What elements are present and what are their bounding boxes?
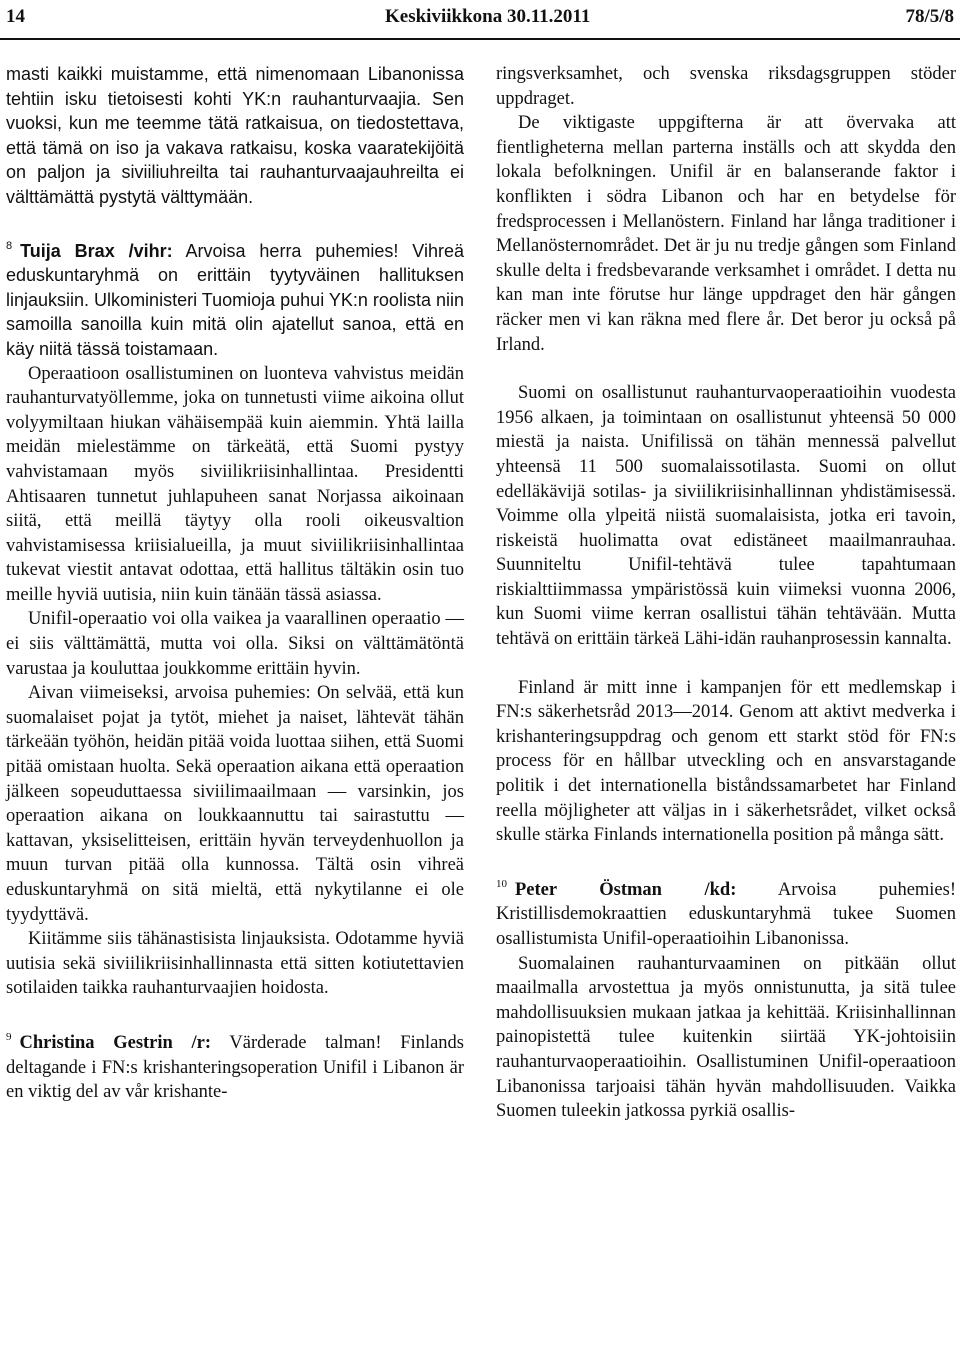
speaker-name: Peter Östman /kd: bbox=[515, 879, 737, 900]
speech-text: Kristillisdemokraattien eduskuntaryhmä tukee Suomen osallistumista Unifil-operaatioihin Libanonissa. bbox=[496, 904, 956, 949]
speech-christina-gestrin bbox=[6, 1025, 464, 1105]
speaker-name: Tuija Brax /vihr: bbox=[20, 240, 173, 261]
paragraph: Aivan viimeiseksi, arvoisa puhemies: On selvää, että kun suomalaiset pojat ja tytöt, miehet ja naiset, lähtevät tähän tärkeään työhön, heidän pitää voida luottaa siihen, että Suomi pitää omistaan huolta. Sekä operaation aikana että operaation jälkeen sopeuduttaessa siviilimaailmaan — varsinkin, jos operaation aikana on loukkaannuttu tai sairastuttu — kattavan, yksiselitteisen, erittäin hyvän terveydenhuollon ja muun turvan pitää olla kunnossa. Tältä osin vihreä eduskuntaryhmä on sitä mieltä, että nykytilanne ei ole tyydyttävä. bbox=[6, 683, 464, 925]
page-header bbox=[0, 0, 960, 40]
paragraph: Operaatioon osallistuminen on luonteva vahvistus meidän rauhanturvatyöllemme, joka on tunnetusti viime aikoina ollut volyymiltaan hiukan vähäisempää kuin aiemmin. Yhtä lailla meidän mielestämme on tärkeätä, että Suomi pystyy vahvistamaan myös siviilikriisinhallintaa. Presidentti Ahtisaaren tunnetut juhlapuheen sanat Norjassa aikoinaan siitä, että meillä täytyy olla rooli oikeusvaltion vahvistamisessa kriisialueilla, ja muut siviilikriisinhallintaa tukevat viestit antavat odottaa, että hallitus tältäkin osin tuo meille hyviä uutisia, niin kuin tänään tässä asiassa. bbox=[6, 363, 464, 605]
paragraph: Unifil-operaatio voi olla vaikea ja vaarallinen operaatio — ei siis välttämättä, mutta voi olla. Siksi on välttämätöntä varustaa ja kouluttaa joukkomme erittäin hyvin. bbox=[6, 609, 464, 679]
speech-number: 8 bbox=[6, 239, 13, 252]
right-column bbox=[496, 62, 956, 1124]
paragraph: De viktigaste uppgifterna är att övervaka att fientligheterna mellan parterna inställs och att skydda den lokala befolkningen. Unifil är en balanserande faktor i konflikten i södra Libanon och har en betydelse för fredsprocessen i Mellanöstern. Finland har långa traditioner i Mellanösternområdet. Det är ju nu tredje gången som Finland skulle delta i fredsbevarande verksamhet i området. I detta nu kan man inte förutse hur länge uppdraget den här gången räcker men vi kan räkna med flere år. Det beror ju också på Irland. bbox=[496, 113, 956, 355]
speech-peter-ostman bbox=[496, 872, 956, 952]
paragraph: Finland är mitt inne i kampanjen för ett medlemskap i FN:s säkerhetsråd 2013—2014. Genom att aktivt medverka i krishanteringsuppdrag och genom ett starkt stöd för FN:s process för en hållbar utveckling och en ansvarstagande politik i det internationella biståndssamarbetet har Finland reella möjligheter att väljas in i säkerhetsrådet, vilket också skulle stärka Finlands internationella position på många sätt. bbox=[496, 677, 956, 846]
issue-date: Keskiviikkona 30.11.2011 bbox=[385, 6, 591, 27]
page-number: 14 bbox=[6, 6, 25, 27]
speech-opening: Värderade talman! bbox=[229, 1032, 382, 1053]
speech-text: Vihreä eduskuntaryhmä on erittäin tyytyväinen hallituksen linjauksiin. Ulkoministeri Tuomioja puhui YK:n roolista niin samoilla sanoilla kuin mitä olin ajatellut sanoa, että en käy niitä tässä toistamaan. bbox=[6, 240, 464, 359]
document-code: 78/5/8 bbox=[905, 6, 954, 27]
speech-opening: Arvoisa puhemies! bbox=[777, 879, 957, 900]
paragraph: Suomi on osallistunut rauhanturvaoperaatioihin vuodesta 1956 alkaen, ja toimintaan on osallistunut yhteensä 50 000 miestä ja naista. Unifilissä on tähän mennessä palvellut yhteensä 11 500 suomalaissotilasta. Suomi on ollut edelläkävijä sotilas- ja siviilikriisinhallinnan yhdistämisessä. Voimme olla ylpeitä niistä suomalaisista, jotka eri tavoin, riskeistä huolimatta ovat edistäneet maailmanrauhaa. Suunniteltu Unifil-tehtävä tulee tapahtumaan riskialttiimmassa ympäristössä kuin viimeksi vuonna 2006, kun Suomi viime kerran osallistui tähän tehtävään. Mutta tehtävä on erittäin tärkeä Lähi-idän rauhanprosessin kannalta. bbox=[496, 383, 956, 650]
header-rule bbox=[0, 38, 960, 40]
paragraph: ringsverksamhet, och svenska riksdagsgruppen stöder uppdraget. bbox=[496, 64, 956, 109]
paragraph: Kiitämme siis tähänastisista linjauksista. Odotamme hyviä uutisia sekä siviilikriisinhallinnasta että sitten kotiutettavien sotilaiden taikka rauhanturvaajien hoidosta. bbox=[6, 929, 464, 999]
paragraph: Suomalainen rauhanturvaaminen on pitkään ollut maailmalla arvostettua ja myös onnistunutta, ja sitä tulee mahdollisuuksien mukaan jatkaa ja kehittää. Kriisinhallinnan painopistettä tulee kuitenkin siirtää YK-johtoisiin rauhanturvaoperaatioihin. Osallistuminen Unifil-operaatioon Libanonissa tarjoaisi tähän hyvän mahdollisuuden. Vaikka Suomen tuleekin jatkossa pyrkiä osallis- bbox=[496, 953, 956, 1122]
speech-number: 10 bbox=[496, 877, 507, 890]
speech-number: 9 bbox=[6, 1030, 12, 1043]
paragraph: masti kaikki muistamme, että nimenomaan Libanonissa tehtiin isku tietoisesti kohti YK:n rauhanturvaajia. Sen vuoksi, kun me teemme tätä ratkaisua, on tiedostettava, että tämä on iso ja vakava ratkaisu, koska vaaratekijöitä on paljon ja siviiliuhreilta tai rauhanturvaajauhreilta ei välttämättä pystytä välttymään. bbox=[6, 64, 464, 207]
left-column bbox=[6, 62, 464, 1105]
speech-text: Finlands deltagande i FN:s krishanteringsoperation Unifil i Libanon är en viktig del av vår krishante- bbox=[6, 1032, 465, 1103]
speech-opening: Arvoisa herra puhemies! bbox=[185, 240, 399, 261]
speaker-name: Christina Gestrin /r: bbox=[19, 1032, 212, 1053]
speech-tuija-brax bbox=[6, 234, 464, 362]
